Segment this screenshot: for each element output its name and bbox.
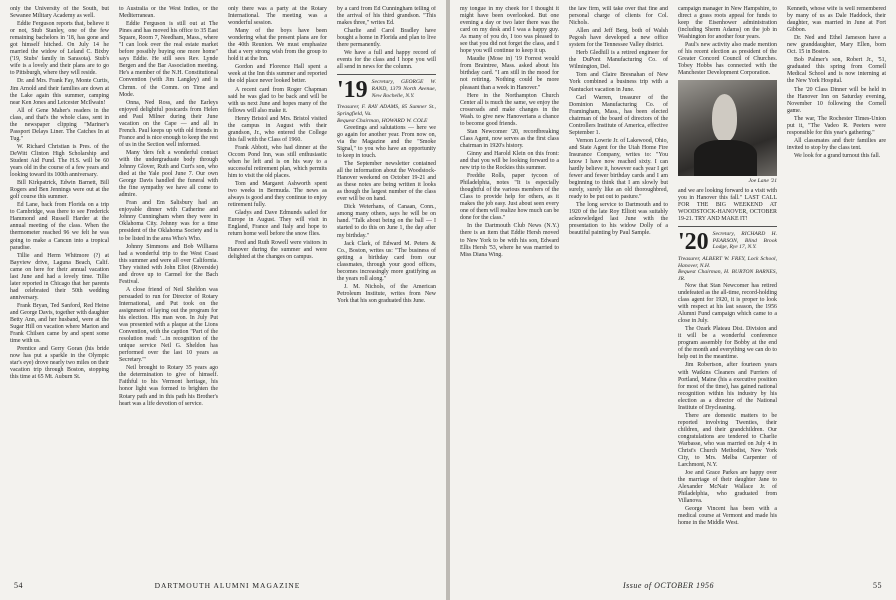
left-column-4 [337, 6, 436, 566]
left-column-1 [10, 6, 109, 566]
paragraph: Neil brought to Rotary 35 years ago the determination to give of himself. Faithful to his Vermont heritage, his honor light was formed to brighten the Rotary path and in this path his Brother's heart was a life devotion of service. [119, 365, 218, 407]
paragraph: We look for a grand turnout this fall. [794, 152, 881, 159]
paragraph: Bill Kirkpatrick, Edwin Barnett, Bill Rogers and Ben Jennings were out at the golf course this summer. [10, 180, 109, 201]
paragraph: Here in the Northampton Church Center all is much the same, we enjoy the crossroads and make changes in the Wash. to give new Hanoverians a chance to become good friends. [460, 92, 559, 127]
right-page [450, 0, 896, 600]
right-column-3 [678, 6, 777, 566]
right-column-1 [460, 6, 559, 566]
left-column-3 [228, 6, 327, 566]
paragraph: to Australia or the West Indies, or the Mediterranean. [119, 6, 218, 20]
paragraph: A recent card from Roger Chapman said he was glad to be back and will be with us next June and hopes many of the fellows will also make it. [228, 86, 327, 114]
right-page-footer [464, 581, 882, 590]
paragraph: Maudie (Mose in) '19 Forrest would from Braintree, Mass. asked about his birthday card. "I am still in the mood for not retiring. Nothing could be more pleasant than a week in Hanover." [460, 56, 559, 91]
paragraph: the law firm, will take over that fine and personal charge of clients for Col. Nichols. [569, 6, 668, 27]
paragraph: Charlie and Carol Bradley have bought a home in Florida and plan to live there permanently. [337, 28, 436, 49]
class-secretary: Secretary, GEORGE W. RAND, 1379 North Avenue, New Rochelle, N.Y. [371, 79, 436, 100]
paragraph: Eddie Ferguson is still out at The Pines and has moved his office to 35 East Square, Room 7, Needham, Mass., where "I can look over the real estate market before possibly buying one more home" says Eddie. He still sees Rev. Lynde Bergen and the Bar Association meeting. He's a member of the N.H. Constitutional Convention (with Jim Langley) and is Chrmn. of the Comm. on Time and Mode. [119, 21, 218, 98]
paragraph: only there was a party at the Rotary International. The meeting was a wonderful session. [228, 6, 327, 27]
paragraph: Jack Clark, of Edward M. Peters & Co., Boston, writes us: "The business of getting a birthday card from our classmates, through your good offices, becomes increasingly more gratifying as the years roll along." [337, 240, 436, 282]
paragraph: Freddie Rolls, paper tycoon of Philadelphia, notes "It is especially thoughtful of the various members of the Class to provide help for others, as it makes the job easy. Just about seen every one of them will realize how much can be done for the class." [460, 173, 559, 222]
issue-date: Issue of OCTOBER 1956 [622, 581, 715, 590]
left-column-2 [119, 6, 218, 566]
paragraph: Johnny Simmons and Bob Williams had a wonderful trip to the West Coast this summer and were all over California. They visited with John Eliot (Riverside) and drove up to Carmel for the Bach Festival. [119, 243, 218, 285]
class-member-photo [678, 80, 777, 176]
photo-coat [694, 140, 757, 176]
magazine-title: DARTMOUTH ALUMNI MAGAZINE [154, 581, 301, 590]
right-column-2 [569, 6, 668, 566]
class-bequest-chairman: Bequest Chairman, H. BURTON BARNES, JR. [678, 269, 777, 283]
paragraph: Henry Bristol and Mrs. Bristol visited the campus in August with their grandson, Jr., who entered the College this fall with the Class of 1960. [228, 115, 327, 143]
paragraph: Paul's new activity also made mention of his recent election as president of the Greater Concord Council of Churches. Tobey Hobbs has connected with the Manchester Development Corporation. [678, 42, 777, 77]
paragraph: Prentice and Gerry Goran (his bride now has put a sparkle in the Olympic star's eye) drove nearly two miles on their vacation trip through Boston, stopping this time at 65 Mt. Auburn St. [10, 346, 109, 381]
divider [678, 226, 777, 227]
paragraph: In the Dartmouth Club News (N.Y.) there is an item that Eddie Hersh moved to New York to be with his son, Edward Ellis Hersh '53, where he was married to Miss Diana Wing. [460, 223, 559, 258]
paragraph: Ginny and Harold Klein on this front: and that you will be looking forward to a new trip to the Rockies this summer. [460, 150, 559, 172]
paragraph: Now that Stan Newcomer has retired undefeated as the all-time, record-holding class agent for 1920, it is proper to look with respect at his last season, the 1956 Alumni Fund campaign which came to a close in July. [678, 282, 777, 325]
paragraph: Gladys and Dave Edmunds sailed for Europe in August. They will visit in England, France and Italy and hope to return home well before the snow flies. [228, 210, 327, 238]
photo-face [712, 94, 738, 142]
paragraph: by a card from Ed Cunningham telling of the arrival of his third grandson. "This makes three," writes Ed. [337, 6, 436, 27]
paragraph: Onna, Ned Ross, and the Earleys enjoyed delightful postcards from Helen and Paul Milner during their June vacation on the Cape — and all in French. Paul keeps up with old friends in France and is nice enough to keep the rest of us in the Section well informed. [119, 99, 218, 148]
paragraph: The long service to Dartmouth and to 1920 of the late Roy Elliott was suitably acknowledged last June with the presentation to his widow Dolly of a beautiful painting by Paul Sample. [569, 202, 668, 237]
paragraph: Many 'ders felt a wonderful contact with the undergraduate body through Johnny Glover, Ruth and Curt's son, who died at the Yale pool June 7. Our own George Davis handled the funeral with the fine sympathy we have all come to admire. [119, 149, 218, 199]
left-page-columns [10, 6, 436, 566]
paragraph: Jim Robertson, after fourteen years with Watkins Cleaners and Furriers of Portland, Maine (his a executive position for most of the time), has gained national recognition within his industry by his election as a director of the National Institute of Drycleaning. [678, 362, 777, 411]
paragraph: Allen and Jeff Berg, both of Walsh Pegosh have developed a new office system for the Tennessee Valley district. [569, 28, 668, 49]
class-1919-heading [337, 77, 436, 104]
paragraph: Kenneth, whose wife is well remembered by many of us as Dale Haddock, their daughter, was married in June at Fort Gibbon. [787, 6, 886, 34]
paragraph: Dr. Ned and Ethel Jameson have a new granddaughter, Mary Ellen, born Oct. 15 in Boston. [787, 35, 886, 56]
class-bequest-chairman: Bequest Chairman, HOWARD W. COLE [337, 118, 428, 125]
paragraph: All of Gene Maher's readers in the class, and that's the whole class, sent in the newspaper clipping "Mariner's Passport Delays Liner. The Catches In at Tug." [10, 107, 109, 142]
left-page [0, 0, 446, 600]
paragraph: Many of the boys have been wondering what the present plans are for the 40th Reunion. We must emphasize that a very strong wish from the group to hold it at the Inn. [228, 28, 327, 63]
paragraph: Dr. and Mrs. Frank Fay, Monte Curtis, Jim Arnold and their families are down at the Lake again this summer, camping near Ken Jones and Leicester McIlwain! [10, 78, 109, 106]
paragraph: Vernon Lowrie Jr. of Lakewood, Ohio, and State Agent for the Utah Home Fire Insurance Company, writes to: "You know I have now reached sixty. I can hardly believe it, however each year I get fewer and fewer birthday cards and I am beginning to think that I am slowly but surely, surely like an old thoroughbred, ready to be put out to pasture." [569, 137, 668, 201]
paragraph: Bob Palmer's son, Robert Jr., '51, graduated this spring from Cornell Medical School and is now interning at the New York Hospital. [787, 57, 886, 85]
paragraph: Tom and Margaret Ashworth spent two weeks in Bermuda. The news as always is good and they continue to enjoy retirement fully. [228, 181, 327, 209]
paragraph: Greetings and salutations — here we go again for another year. From now on, via the Magazine and the "Smoke Signal," to you who have an opportunity to keep in touch. [337, 124, 436, 159]
right-page-columns [460, 6, 886, 566]
paragraph: Gordon and Florence Hall spent a week at the Inn this summer and reported the old place never looked better. [228, 64, 327, 85]
paragraph: Ed Lane, back from Florida on a trip to Cambridge, was there to see Frederick Hammond and Russell Harder at the annual meeting of the class. When the thermometer reached 96 we felt he was going to make a Cancun into a tropical paradise. [10, 202, 109, 251]
left-page-footer [14, 581, 432, 590]
paragraph: campaign manager in New Hampshire, to direct a grass roots appeal for funds to keep the Eisenhower administration (including Sherm Adams) on the job in Washington for another four years. [678, 6, 777, 41]
page-number: 54 [14, 581, 23, 590]
paragraph: Fran and Em Salisbury had an enjoyable dinner with Catherine and Johnny Cunningham when they were in Oklahoma City. Johnny was for a time president of the Oklahoma Society and is to be listed in the area Who's Who. [119, 200, 218, 242]
photo-caption: Joe Lane '21 [748, 178, 777, 185]
page-number: 55 [873, 581, 882, 590]
paragraph: and we are looking forward to a visit with you in Hanover this fall." LAST CALL FOR THE BIG WEEKEND AT WOODSTOCK-HANOVER, OCTOBER 19-21. TRY AND MAKE IT! [678, 187, 777, 222]
paragraph: Frank Abbott, who had dinner at the Occom Pond Inn, was still enthusiastic when he left and is on his way to a successful retirement plan, which permits him to visit the old places. [228, 144, 327, 180]
paragraph: George Vincent has been with a medical course at Vermont and made his home in the Middle West. [678, 506, 777, 527]
paragraph: only the University of the South, but Sewanee Military Academy as well. [10, 6, 109, 20]
paragraph: The '20 Class Dinner will be held in the Hanover Inn on Saturday evening, November 10 following the Cornell game. [787, 86, 886, 114]
right-column-4 [787, 6, 886, 566]
paragraph: Stan Newcomer '20, recordbreaking Class Agent, now serves as the first class chairman in 1920's history. [460, 128, 559, 149]
paragraph: Tillie and Herm Whitmore (?) at Bayview drive, Laguna Beach, Calif. came on here for their annual vacation last June and had a lovely time. Tillie later reported in Chicago that her parents had celebrated their 50th wedding anniversary. [10, 252, 109, 301]
paragraph: The Ozark Plateau Dist. Division and it will be a wonderful conference program assembly for Bobby at the end of the month and everything we can do to help out in the meantime. [678, 326, 777, 361]
paragraph: Eddie Ferguson reports that, believe it or not, Stub Stanley, one of the few remaining bachelors in '18, has gone and got himself hitched. On July 14 he married the widow of Leland C. Bixby ('19, Stubs' family in Sarasota). Stub's wife is a lovely and their plans are to go to Pittsburgh, where they will reside. [10, 21, 109, 77]
paragraph: The war, The Rochester Times-Union put it, "The Vadeo R. Peeters were responsible for this year's gathering." [787, 115, 886, 136]
paragraph: Fred and Ruth Rowell were visitors in Hanover during the summer and were delighted at the changes on campus. [228, 239, 327, 260]
paragraph: W. Richard Christian is Pres. of the DeWitt Clinton High Scholarship and Student Aid Fund. The H.S. will be 60 years old in the course of a few years and looking toward its 100th anniversary. [10, 143, 109, 179]
class-officers [713, 231, 777, 251]
paragraph: my tongue in my cheek for I thought it might have been overlooked. But one evening a day or two later there was the card on my desk and I was a happy guy. As many of you do, I too was pleased to see that you did not forget the class, and I hope you will continue to keep it up. [460, 6, 559, 55]
paragraph: Joe and Grace Parkes are happy over the marriage of their daughter Jane to Alexander McNair Wallace Jr. of Philadelphia, who graduated from Villanova. [678, 470, 777, 505]
class-year: '19 [337, 77, 368, 104]
paragraph: We have a full and happy record of events for the class and I hope you will all send in news for the column. [337, 50, 436, 71]
class-treasurer: Treasurer, ALBERT W. FREY, Lock School, Hanover, N.H. [678, 255, 777, 269]
paragraph: J. M. Nichols, of the American Petroleum Institute, writes from New York that his son graduated this June. [337, 283, 436, 304]
paragraph: Tom and Claire Bresnahan of New York combined a business trip with a Nantucket vacation in June. [569, 72, 668, 93]
paragraph: There are domestic matters to be reported involving Twenties, their children, and their grandchildren. Our congratulations are tendered to Charlie Warbasse, who was married on July 4 in Christ's Church Methodist, New York City, to Mrs. Melba Carpenter of Larchmont, N.Y. [678, 412, 777, 469]
class-secretary: Secretary, RICHARD H. PEARSON, Blind Brook Lodge, Rye 17, N.Y. [712, 230, 777, 251]
class-year: '20 [678, 228, 709, 255]
paragraph: All classmates and their families are invited to stop by the class tent. [787, 137, 886, 151]
paragraph: Carl Warren, treasurer of the Dominion Manufacturing Co. of Framingham, Mass., has been elected chairman of the board of directors of the Controllers Institute of America, effective September 1. [569, 94, 668, 136]
paragraph: The September newsletter contained all the information about the Woodstock-Hanover weekend on October 19-21 and as these notes are being written it looks as though the largest number of the class ever will be on hand. [337, 161, 436, 203]
class-treasurer: Treasurer, F. RAY ADAMS, 85 Sumner St., Springfield, Va. [337, 104, 436, 118]
class-officers [372, 79, 436, 99]
class-1920-heading [678, 228, 777, 255]
divider [337, 74, 436, 75]
paragraph: Dick Weterhans, of Canaan, Conn., among many others, says he will be on hand. "Talk about being on the ball — I started to do this on June 1, the day after my birthday." [337, 204, 436, 239]
paragraph: Herb Gledhill is a retired engineer for the DuPont Manufacturing Co. of Wilmington, Del. [569, 50, 668, 71]
paragraph: Frank Bryan, Ted Sanford, Red Heine and George Davis, together with daughter Betty Ann, and her husband, were at the Sugar Hill on vacation where Marion and Frank Chilsen came by and spent some time with us. [10, 302, 109, 345]
paragraph: A close friend of Neil Sheldon was persuaded to run for Director of Rotary International, and Put took on the assignment of laying out the program for his election. His man won. In July Put was presented with a plaque at the Lions Convention, with the caption "Part of the resolution read: '...in recognition of the unique service Neil G. Sheldon has performed over the last 10 years as Secretary.'" [119, 286, 218, 364]
